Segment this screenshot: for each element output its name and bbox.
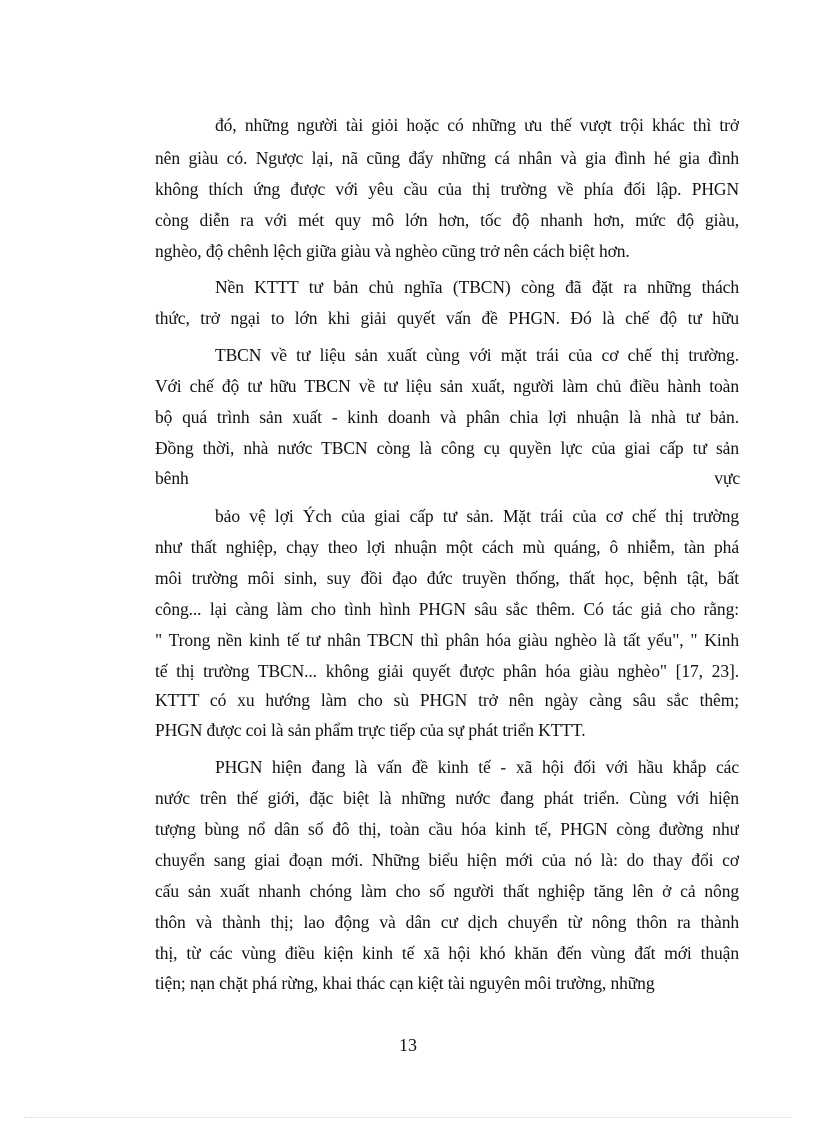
text-line: Với chế độ tư hữu TBCN về tư liệu sản xuất, người làm chủ điều hành toàn [155, 376, 739, 396]
text-line: còng diễn ra với mét quy mô lớn hơn, tốc độ nhanh hơn, mức độ giàu, [155, 210, 739, 230]
page-number: 13 [399, 1035, 417, 1055]
text-line: " Trong nền kinh tế tư nhân TBCN thì phân hóa giàu nghèo là tất yếu", " Kinh [155, 630, 739, 650]
text-line: vực [714, 468, 740, 488]
text-line: chuyển sang giai đoạn mới. Những biểu hiện mới của nó là: do thay đổi cơ [155, 850, 739, 870]
page-bottom-divider [24, 1117, 792, 1118]
text-line: TBCN về tư liệu sản xuất cùng với mặt trái của cơ chế thị trường. [215, 345, 739, 365]
text-line: Đồng thời, nhà nước TBCN còng là công cụ quyền lực của giai cấp tư sản [155, 438, 739, 458]
text-line: bảo vệ lợi Ých của giai cấp tư sản. Mặt trái của cơ chế thị trường [215, 506, 739, 526]
text-line: không thích ứng được với yêu cầu của thị trường về phía đối lập. PHGN [155, 179, 739, 199]
text-line: đó, những người tài giỏi hoặc có những ưu thế vượt trội khác thì trở [215, 115, 739, 135]
text-line: thức, trở ngại to lớn khi giải quyết vấn đề PHGN. Đó là chế độ tư hữu [155, 308, 739, 328]
text-line: nước trên thế giới, đặc biệt là những nước đang phát triển. Cùng với hiện [155, 788, 739, 808]
text-line: môi trường môi sinh, suy đồi đạo đức truyền thống, thất học, bệnh tật, bất [155, 568, 739, 588]
text-line: nên giàu có. Ngược lại, nã cũng đẩy những cá nhân và gia đình hé gia đình [155, 148, 739, 168]
text-line: tượng bùng nổ dân số đô thị, toàn cầu hóa kinh tế, PHGN còng đường như [155, 819, 739, 839]
text-line: KTTT có xu hướng làm cho sù PHGN trở nên ngày càng sâu sắc thêm; [155, 690, 739, 710]
text-line: công... lại càng làm cho tình hình PHGN sâu sắc thêm. Có tác giả cho rằng: [155, 599, 739, 619]
text-line: nghèo, độ chênh lệch giữa giàu và nghèo cũng trở nên cách biệt hơn. [155, 241, 630, 261]
text-line: như thất nghiệp, chạy theo lợi nhuận một cách mù quáng, ô nhiễm, tàn phá [155, 537, 739, 557]
text-line: thôn và thành thị; lao động và dân cư dịch chuyển từ nông thôn ra thành [155, 912, 739, 932]
text-line: PHGN hiện đang là vấn đề kinh tế - xã hội đối với hầu khắp các [215, 757, 739, 777]
text-line: cấu sản xuất nhanh chóng làm cho số người thất nghiệp tăng lên ở cả nông [155, 881, 739, 901]
text-line: PHGN được coi là sản phẩm trực tiếp của sự phát triển KTTT. [155, 720, 586, 740]
text-line: tiện; nạn chặt phá rừng, khai thác cạn kiệt tài nguyên môi trường, những [155, 973, 655, 993]
text-line: thị, từ các vùng điều kiện kinh tế xã hội khó khăn đến vùng đất mới thuận [155, 943, 739, 963]
text-line: Nền KTTT tư bản chủ nghĩa (TBCN) còng đã đặt ra những thách [215, 277, 739, 297]
text-line: bênh [155, 468, 189, 488]
text-line: bộ quá trình sản xuất - kinh doanh và phân chia lợi nhuận là nhà tư bản. [155, 407, 739, 427]
text-line: tế thị trường TBCN... không giải quyết được phân hóa giàu nghèo" [17, 23]. [155, 661, 739, 681]
